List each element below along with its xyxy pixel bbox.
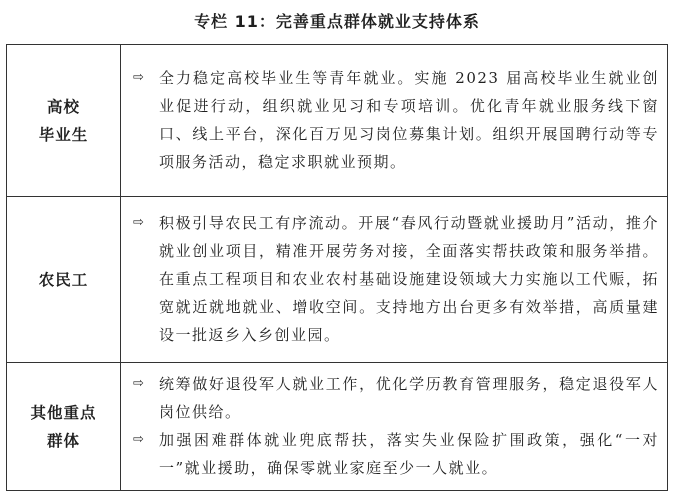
box-title: 专栏 11：完善重点群体就业支持体系 — [194, 12, 480, 31]
category-line: 其他重点 — [30, 403, 97, 422]
table-row — [7, 197, 668, 363]
row-category — [7, 197, 121, 363]
row-category — [7, 45, 121, 197]
category-line: 农民工 — [38, 270, 89, 289]
arrow-bullet-icon: ⇨ — [133, 215, 144, 230]
item-text: 全力稳定高校毕业生等青年就业。实施 2023 届高校毕业生就业创业促进行动，组织就业见习和专项培训。优化青年就业服务线下窗口、线上平台，深化百万见习岗位募集计划。组织开展国聘行动等专项服务活动，稳定求职就业预期。 — [159, 69, 659, 171]
list-item — [133, 426, 659, 482]
row-content — [121, 363, 668, 491]
row-content — [121, 45, 668, 197]
arrow-bullet-icon: ⇨ — [133, 432, 144, 447]
list-item — [133, 64, 659, 176]
item-text: 加强困难群体就业兜底帮扶，落实失业保险扩围政策，强化“一对一”就业援助，确保零就业家庭至少一人就业。 — [159, 431, 659, 477]
item-text: 积极引导农民工有序流动。开展“春风行动暨就业援助月”活动，推介就业创业项目，精准开展劳务对接，全面落实帮扶政策和服务举措。在重点工程项目和农业农村基础设施建设领域大力实施以工代赈，拓宽就近就地就业、增收空间。支持地方出台更多有效举措，高质量建设一批返乡入乡创业园。 — [159, 214, 659, 344]
table-row — [7, 45, 668, 197]
table-row — [7, 363, 668, 491]
list-item — [133, 209, 659, 349]
category-line: 毕业生 — [38, 125, 89, 144]
row-content — [121, 197, 668, 363]
category-line: 群体 — [46, 431, 80, 450]
arrow-bullet-icon: ⇨ — [133, 376, 144, 391]
list-item — [133, 370, 659, 426]
item-text: 统筹做好退役军人就业工作，优化学历教育管理服务，稳定退役军人岗位供给。 — [159, 375, 659, 421]
policy-table — [6, 44, 668, 491]
row-category — [7, 363, 121, 491]
arrow-bullet-icon: ⇨ — [133, 70, 144, 85]
category-line: 高校 — [46, 97, 80, 116]
